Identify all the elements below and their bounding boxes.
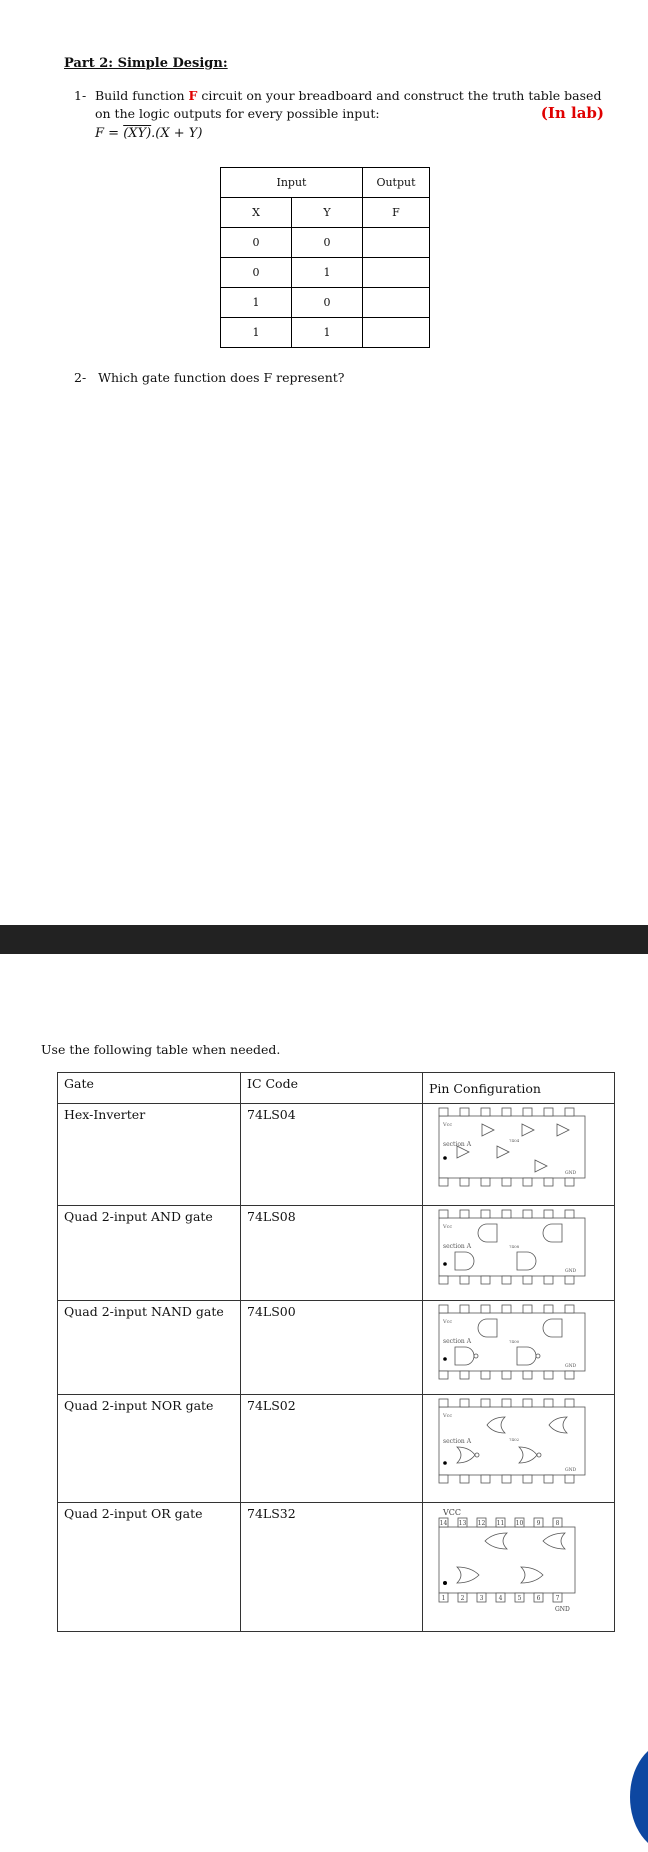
svg-text:7: 7: [555, 1595, 560, 1602]
truth-table-col-f: F: [363, 198, 430, 228]
pin-diagram-cell: [423, 1503, 615, 1632]
pin1-dot: [443, 1156, 447, 1160]
cell-f[interactable]: [363, 228, 430, 258]
ic-pinout-diagram: [427, 1397, 595, 1487]
svg-text:13: 13: [458, 1520, 467, 1527]
header-ic-code: IC Code: [241, 1073, 423, 1104]
gate-name: Quad 2-input OR gate: [58, 1503, 241, 1632]
in-lab-tag: (In lab): [540, 104, 604, 122]
function-f-highlight: F: [188, 88, 198, 103]
reference-intro: Use the following table when needed.: [41, 1042, 281, 1057]
truth-table-input-header: Input: [221, 168, 363, 198]
table-row: [58, 1395, 615, 1503]
vcc-label: Vcc: [443, 1319, 453, 1325]
header-gate: Gate: [58, 1073, 241, 1104]
svg-text:8: 8: [555, 1520, 560, 1527]
question-2-text: Which gate function does F represent?: [98, 370, 345, 385]
cell-x: 0: [221, 258, 292, 288]
pin-diagram-cell: [423, 1104, 615, 1206]
cell-y: 1: [292, 318, 363, 348]
gate-reference-table: [57, 1072, 615, 1632]
section-heading: Part 2: Simple Design:: [64, 56, 228, 71]
vcc-label: Vcc: [443, 1413, 453, 1419]
ic-pinout-diagram: [427, 1106, 595, 1190]
corner-decoration: [630, 1742, 648, 1852]
vcc-label: Vcc: [443, 1224, 453, 1230]
table-row: [58, 1503, 615, 1632]
table-row: [221, 228, 430, 258]
truth-table-col-x: X: [221, 198, 292, 228]
gate-name: Hex-Inverter: [58, 1104, 241, 1206]
chip-label: 7402: [509, 1437, 520, 1442]
svg-text:2: 2: [460, 1595, 465, 1602]
question-2-number: 2-: [74, 370, 87, 385]
question-1-number: 1-: [74, 88, 87, 103]
gnd-label: GND: [565, 1171, 577, 1176]
svg-text:6: 6: [536, 1595, 541, 1602]
truth-table-col-y: Y: [292, 198, 363, 228]
header-pin-config: Pin Configuration: [423, 1073, 615, 1104]
ic-pinout-diagram: [427, 1303, 595, 1383]
svg-text:11: 11: [496, 1520, 505, 1527]
pin-diagram-cell: [423, 1206, 615, 1301]
svg-text:3: 3: [479, 1595, 484, 1602]
page-divider-band: [0, 925, 648, 954]
question-1: [74, 87, 604, 123]
svg-text:10: 10: [515, 1520, 524, 1527]
svg-text:1: 1: [441, 1595, 446, 1602]
cell-x: 0: [221, 228, 292, 258]
gate-name: Quad 2-input NAND gate: [58, 1301, 241, 1395]
cell-f[interactable]: [363, 288, 430, 318]
svg-text:14: 14: [439, 1520, 448, 1527]
cell-x: 1: [221, 288, 292, 318]
section-label: section A: [443, 1438, 472, 1445]
ic-code: 74LS08: [241, 1206, 423, 1301]
ic-code: 74LS32: [241, 1503, 423, 1632]
table-row: [58, 1206, 615, 1301]
boolean-formula: [95, 126, 202, 141]
pin1-dot: [443, 1581, 447, 1585]
section-label: section A: [443, 1141, 472, 1148]
formula-lhs: F =: [95, 126, 124, 141]
ic-code: 74LS02: [241, 1395, 423, 1503]
gnd-label: GND: [565, 1269, 577, 1274]
vcc-label: Vcc: [443, 1122, 453, 1128]
chip-label: 7400: [509, 1339, 520, 1344]
vcc-label: VCC: [443, 1508, 462, 1517]
svg-text:5: 5: [517, 1595, 522, 1602]
pin-diagram-cell: [423, 1395, 615, 1503]
cell-f[interactable]: [363, 258, 430, 288]
ic-pinout-diagram: [427, 1505, 595, 1617]
pin1-dot: [443, 1262, 447, 1266]
pin1-dot: [443, 1461, 447, 1465]
question-1-text: [95, 87, 604, 123]
ic-pinout-diagram: [427, 1208, 595, 1288]
gate-name: Quad 2-input AND gate: [58, 1206, 241, 1301]
gnd-label: GND: [565, 1468, 577, 1473]
chip-label: 7404: [509, 1138, 520, 1143]
svg-text:9: 9: [536, 1520, 541, 1527]
cell-y: 1: [292, 258, 363, 288]
section-label: section A: [443, 1243, 472, 1250]
ic-code: 74LS00: [241, 1301, 423, 1395]
table-row: [221, 258, 430, 288]
section-label: section A: [443, 1338, 472, 1345]
table-row: [58, 1301, 615, 1395]
svg-text:12: 12: [477, 1520, 486, 1527]
pin1-dot: [443, 1357, 447, 1361]
question-1-text-b: circuit on your breadboard and construct the truth table based on the logic outputs for every possible input:: [95, 88, 602, 121]
svg-text:4: 4: [498, 1595, 503, 1602]
table-row: [58, 1104, 615, 1206]
formula-rest: .(X + Y): [151, 126, 203, 141]
table-row: [221, 288, 430, 318]
question-2: [74, 370, 344, 385]
truth-table: [220, 167, 430, 348]
cell-y: 0: [292, 228, 363, 258]
gnd-label: GND: [555, 1606, 570, 1613]
table-row: [221, 318, 430, 348]
cell-x: 1: [221, 318, 292, 348]
pin-diagram-cell: [423, 1301, 615, 1395]
gate-name: Quad 2-input NOR gate: [58, 1395, 241, 1503]
chip-label: 7408: [509, 1244, 520, 1249]
cell-f[interactable]: [363, 318, 430, 348]
ic-code: 74LS04: [241, 1104, 423, 1206]
formula-complement-term: (XY): [123, 126, 152, 141]
gnd-label: GND: [565, 1364, 577, 1369]
truth-table-output-header: Output: [363, 168, 430, 198]
question-1-text-a: Build function: [95, 88, 189, 103]
cell-y: 0: [292, 288, 363, 318]
